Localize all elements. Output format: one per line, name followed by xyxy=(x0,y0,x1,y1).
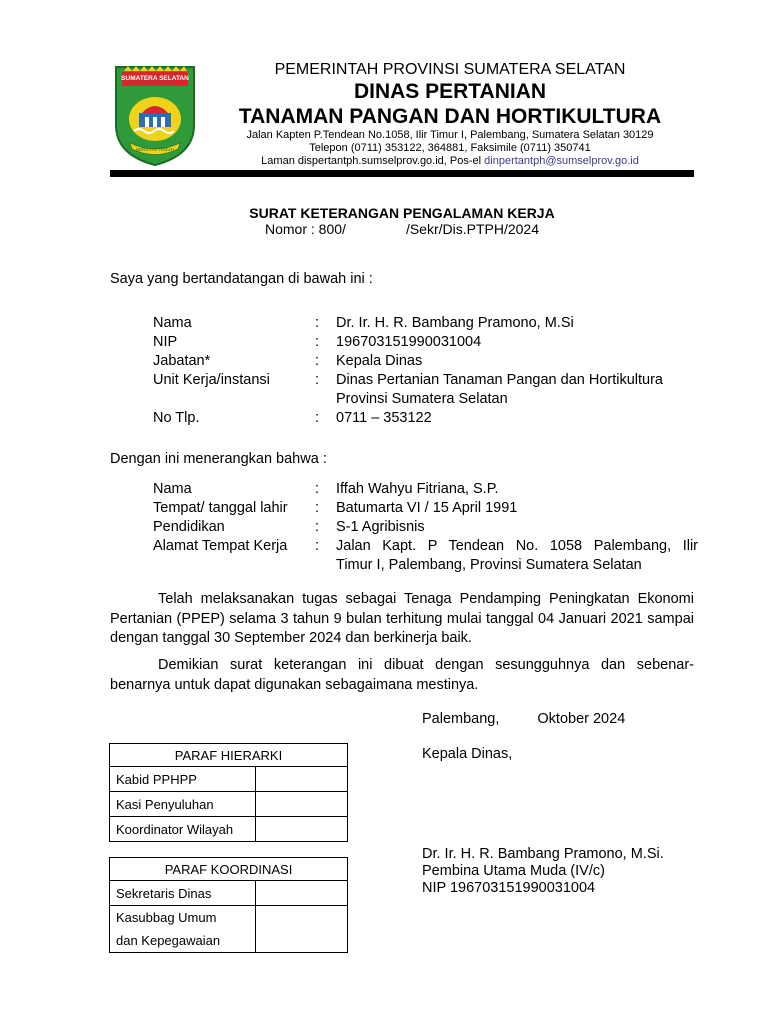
signer-row-nip xyxy=(153,333,698,352)
row-label: Jabatan* xyxy=(153,353,211,369)
closing-text: Demikian surat keterangan ini dibuat dengan sesungguhnya dan sebenar-benarnya untuk dapat digunakan sebagaimana mestinya. xyxy=(110,657,694,693)
signature-date xyxy=(422,711,625,728)
row-label: Nama xyxy=(153,315,192,331)
paraf-koordinasi-heading: PARAF KOORDINASI xyxy=(110,858,348,881)
table-row xyxy=(110,792,348,817)
unit-name: TANAMAN PANGAN DAN HORTIKULTURA xyxy=(238,105,662,128)
row-colon: : xyxy=(315,315,320,331)
agency-name: DINAS PERTANIAN xyxy=(353,80,547,103)
row-value-line1: Jalan Kapt. P Tendean No. 1058 Palembang, Ilir xyxy=(336,538,698,554)
signer-row-name xyxy=(153,314,698,333)
row-colon: : xyxy=(315,372,320,388)
paraf-role-line1: Kasubbag Umum xyxy=(116,910,217,925)
row-label: Pendidikan xyxy=(153,519,225,535)
paraf-role: Kabid PPHPP xyxy=(110,767,256,792)
government-name: PEMERINTAH PROVINSI SUMATERA SELATAN xyxy=(274,61,626,78)
closing-paragraph xyxy=(110,656,694,695)
paraf-signature-cell[interactable] xyxy=(255,881,347,906)
row-value: 196703151990031004 xyxy=(336,334,482,350)
number-suffix: /Sekr/Dis.PTPH/2024 xyxy=(405,221,539,237)
signature-block xyxy=(422,846,664,897)
table-row xyxy=(110,767,348,792)
subject-row-education xyxy=(153,518,698,537)
email-link[interactable]: dinpertantph@sumselprov.go.id xyxy=(484,155,639,167)
paraf-signature-cell[interactable] xyxy=(255,792,347,817)
letter-title: SURAT KETERANGAN PENGALAMAN KERJA xyxy=(249,205,555,221)
web-prefix: Laman dispertantph.sumselprov.go.id, Pos-el xyxy=(261,155,485,167)
declare-text: Dengan ini menerangkan bahwa : xyxy=(110,451,327,467)
signer-nip: NIP 196703151990031004 xyxy=(422,880,596,896)
row-label: Alamat Tempat Kerja xyxy=(153,538,288,554)
signature-role: Kepala Dinas, xyxy=(422,746,513,762)
row-value-line2: Timur I, Palembang, Provinsi Sumatera Selatan xyxy=(336,557,642,573)
paraf-koordinasi-table xyxy=(109,857,348,953)
paraf-signature-cell[interactable] xyxy=(255,767,347,792)
row-colon: : xyxy=(315,519,320,535)
number-prefix: Nomor : 800/ xyxy=(265,221,346,237)
paraf-signature-cell[interactable] xyxy=(255,906,347,953)
row-value xyxy=(336,371,698,409)
row-colon: : xyxy=(315,353,320,369)
office-web xyxy=(205,155,695,168)
table-row xyxy=(110,881,348,906)
table-row xyxy=(110,817,348,842)
intro-text: Saya yang bertandatangan di bawah ini : xyxy=(110,271,373,287)
paraf-role-line2: dan Kepegawaian xyxy=(116,933,221,948)
subject-details xyxy=(153,480,698,575)
row-colon: : xyxy=(315,500,320,516)
provincial-logo xyxy=(112,63,198,167)
subject-row-workplace xyxy=(153,537,698,575)
row-value-line2: Provinsi Sumatera Selatan xyxy=(336,391,508,407)
letter-number xyxy=(110,221,694,237)
row-value: Batumarta VI / 15 April 1991 xyxy=(336,500,518,516)
signature-month: Oktober 2024 xyxy=(537,711,626,727)
office-phone: Telepon (0711) 353122, 364881, Faksimile (0711) 350741 xyxy=(309,142,591,154)
paraf-role: Koordinator Wilayah xyxy=(110,817,256,842)
paraf-role xyxy=(110,906,256,953)
statement-text: Telah melaksanakan tugas sebagai Tenaga Pendamping Peningkatan Ekonomi Pertanian (PPEP) selama 3 tahun 9 bulan terhitung mulai tanggal 04 Januari 2021 sampai dengan tanggal 30 September 2024 dan berkinerja baik. xyxy=(110,591,694,646)
row-colon: : xyxy=(315,481,320,497)
row-label: No Tlp. xyxy=(153,410,200,426)
paraf-role: Sekretaris Dinas xyxy=(110,881,256,906)
subject-row-name xyxy=(153,480,698,499)
row-value: Dr. Ir. H. R. Bambang Pramono, M.Si xyxy=(336,315,574,331)
signer-details xyxy=(153,314,698,428)
statement-paragraph xyxy=(110,590,694,649)
signature-place: Palembang, xyxy=(422,711,500,727)
signer-row-position xyxy=(153,352,698,371)
signer-row-phone xyxy=(153,409,698,428)
row-label: Unit Kerja/instansi xyxy=(153,372,270,388)
row-value: S-1 Agribisnis xyxy=(336,519,425,535)
row-value: Kepala Dinas xyxy=(336,353,423,369)
row-value: Iffah Wahyu Fitriana, S.P. xyxy=(336,481,499,497)
logo-motto: BERSATU TEGUH xyxy=(136,147,174,152)
letterhead-rule xyxy=(110,170,694,177)
paraf-hierarki-table xyxy=(109,743,348,842)
row-label: Tempat/ tanggal lahir xyxy=(153,500,288,516)
signer-name: Dr. Ir. H. R. Bambang Pramono, M.Si. xyxy=(422,846,664,862)
row-colon: : xyxy=(315,538,320,554)
table-row xyxy=(110,906,348,953)
logo-top-text: SUMATERA SELATAN xyxy=(121,75,189,82)
row-value xyxy=(336,537,698,575)
row-value: 0711 – 353122 xyxy=(336,410,432,426)
row-colon: : xyxy=(315,334,320,350)
row-value-line1: Dinas Pertanian Tanaman Pangan dan Hortikultura xyxy=(336,372,663,388)
paraf-hierarki-heading: PARAF HIERARKI xyxy=(110,744,348,767)
office-address: Jalan Kapten P.Tendean No.1058, Ilir Timur I, Palembang, Sumatera Selatan 30129 xyxy=(246,129,654,141)
row-label: Nama xyxy=(153,481,192,497)
signer-row-unit xyxy=(153,371,698,409)
subject-row-birth xyxy=(153,499,698,518)
signer-rank: Pembina Utama Muda (IV/c) xyxy=(422,863,605,879)
row-label: NIP xyxy=(153,334,178,350)
row-colon: : xyxy=(315,410,320,426)
paraf-role: Kasi Penyuluhan xyxy=(110,792,256,817)
paraf-signature-cell[interactable] xyxy=(255,817,347,842)
